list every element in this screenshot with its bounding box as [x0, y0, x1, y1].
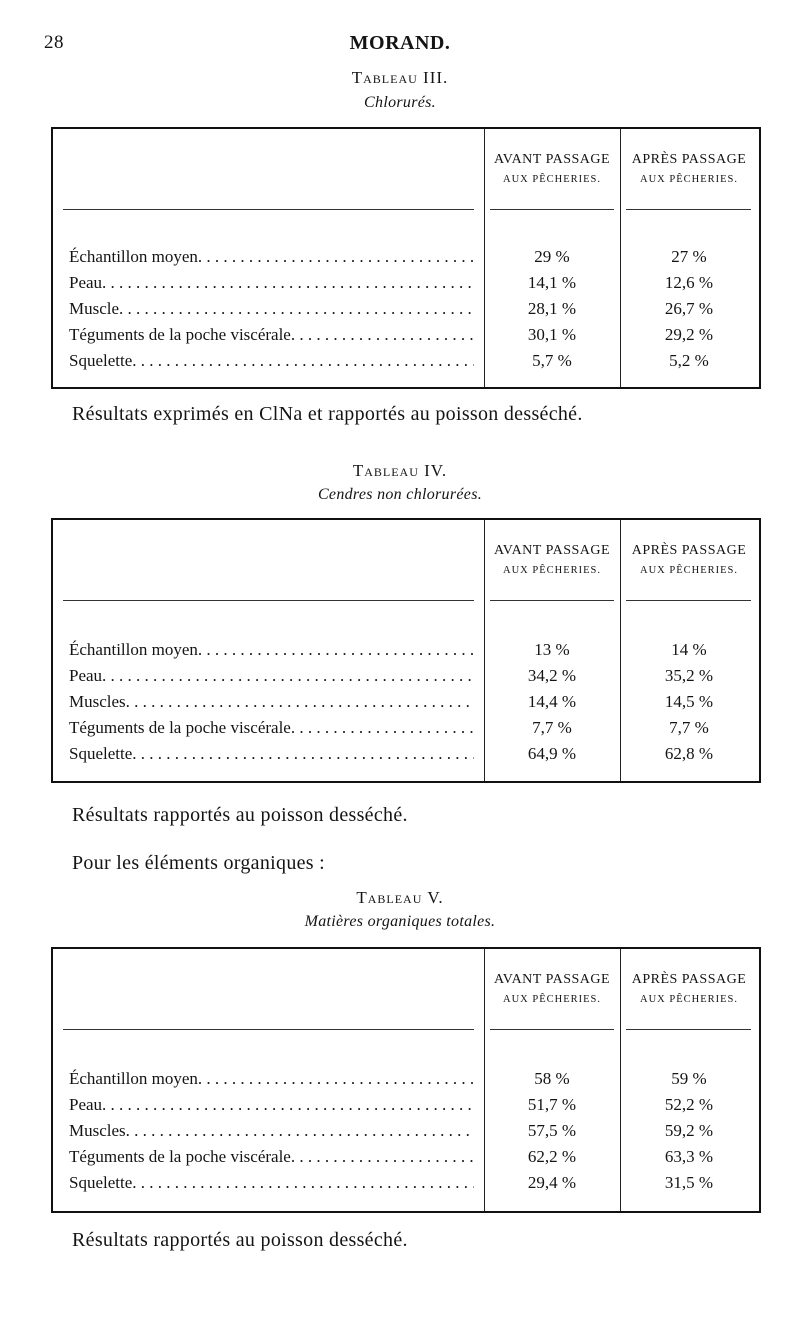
- value-apres: 35,2 %: [664, 666, 714, 685]
- column-header-avant: [484, 542, 620, 578]
- table-4-title: Tableau IV.: [352, 461, 448, 480]
- table-row: [53, 744, 759, 770]
- row-label: Peau . . .: [69, 666, 474, 686]
- row-label: Squelette . . .: [69, 1173, 474, 1193]
- value-apres: 5,2 %: [669, 351, 709, 370]
- row-label: Muscles . . .: [69, 692, 474, 712]
- table-5-subtitle: Matières organiques totales.: [304, 913, 496, 930]
- table-4-note: Résultats rapportés au poisson desséché.: [72, 804, 408, 826]
- value-avant: 14,1 %: [527, 273, 577, 292]
- row-label: Téguments de la poche viscérale . . .: [69, 325, 474, 345]
- value-avant: 5,7 %: [532, 351, 572, 370]
- value-apres: 12,6 %: [664, 273, 714, 292]
- column-header-line: AVANT PASSAGE: [493, 543, 611, 558]
- table-5: [51, 947, 761, 1213]
- table-row: [53, 718, 759, 744]
- row-label: Muscles . . .: [69, 1121, 474, 1141]
- value-avant: 58 %: [534, 1069, 570, 1088]
- value-avant: 28,1 %: [527, 299, 577, 318]
- value-avant: 51,7 %: [527, 1095, 577, 1114]
- value-avant: 30,1 %: [527, 325, 577, 344]
- table-4-subtitle: Cendres non chlorurées.: [317, 486, 483, 503]
- header-rule: [490, 1029, 614, 1030]
- table-row: [53, 1121, 759, 1147]
- column-header-line: AUX PÊCHERIES.: [502, 564, 601, 576]
- value-apres: 7,7 %: [669, 718, 709, 737]
- column-header-apres: [621, 151, 757, 187]
- table-5-title: Tableau V.: [356, 888, 444, 907]
- table-row: [53, 273, 759, 299]
- row-label: Téguments de la poche viscérale . . .: [69, 1147, 474, 1167]
- row-label: Peau . . .: [69, 273, 474, 293]
- value-apres: 14,5 %: [664, 692, 714, 711]
- value-apres: 26,7 %: [664, 299, 714, 318]
- column-header-line: AUX PÊCHERIES.: [639, 564, 738, 576]
- table-row: [53, 247, 759, 273]
- table-row: [53, 666, 759, 692]
- value-apres: 63,3 %: [664, 1147, 714, 1166]
- table-3-subtitle: Chlorurés.: [364, 94, 436, 111]
- column-header-line: APRÈS PASSAGE: [631, 152, 747, 167]
- row-label: Échantillon moyen . . .: [69, 1069, 474, 1089]
- column-header-line: APRÈS PASSAGE: [631, 543, 747, 558]
- value-apres: 62,8 %: [664, 744, 714, 763]
- table-3-note: Résultats exprimés en ClNa et rapportés au poisson desséché.: [72, 403, 583, 425]
- value-apres: 31,5 %: [664, 1173, 714, 1192]
- running-head: MORAND.: [349, 32, 451, 54]
- value-avant: 13 %: [534, 640, 570, 659]
- value-avant: 62,2 %: [527, 1147, 577, 1166]
- column-header-line: AVANT PASSAGE: [493, 152, 611, 167]
- column-header-line: AUX PÊCHERIES.: [639, 993, 738, 1005]
- header-rule: [63, 209, 474, 210]
- header-rule: [626, 209, 751, 210]
- table-row: [53, 351, 759, 377]
- value-apres: 27 %: [671, 247, 707, 266]
- table-row: [53, 1069, 759, 1095]
- value-avant: 64,9 %: [527, 744, 577, 763]
- table-row: [53, 1095, 759, 1121]
- column-header-line: AUX PÊCHERIES.: [639, 173, 738, 185]
- value-apres: 59 %: [671, 1069, 707, 1088]
- header-rule: [63, 600, 474, 601]
- table-row: [53, 325, 759, 351]
- table-row: [53, 692, 759, 718]
- row-label: Peau . . .: [69, 1095, 474, 1115]
- table-4: [51, 518, 761, 783]
- value-avant: 7,7 %: [532, 718, 572, 737]
- table-row: [53, 299, 759, 325]
- value-avant: 57,5 %: [527, 1121, 577, 1140]
- row-label: Squelette . . .: [69, 351, 474, 371]
- table-3: [51, 127, 761, 389]
- column-header-line: AUX PÊCHERIES.: [502, 993, 601, 1005]
- table-3-title: Tableau III.: [351, 68, 449, 87]
- value-avant: 29 %: [534, 247, 570, 266]
- row-label: Muscle . . .: [69, 299, 474, 319]
- table-row: [53, 1173, 759, 1199]
- header-rule: [63, 1029, 474, 1030]
- row-label: Téguments de la poche viscérale . . .: [69, 718, 474, 738]
- row-label: Échantillon moyen . . .: [69, 247, 474, 267]
- value-avant: 14,4 %: [527, 692, 577, 711]
- value-apres: 29,2 %: [664, 325, 714, 344]
- value-avant: 29,4 %: [527, 1173, 577, 1192]
- value-apres: 52,2 %: [664, 1095, 714, 1114]
- column-header-line: AVANT PASSAGE: [493, 972, 611, 987]
- column-header-apres: [621, 971, 757, 1007]
- table-row: [53, 640, 759, 666]
- column-header-avant: [484, 971, 620, 1007]
- table-5-note: Résultats rapportés au poisson desséché.: [72, 1229, 408, 1251]
- value-apres: 59,2 %: [664, 1121, 714, 1140]
- column-header-avant: [484, 151, 620, 187]
- intro-organic: Pour les éléments organiques :: [72, 852, 326, 874]
- column-header-apres: [621, 542, 757, 578]
- table-row: [53, 1147, 759, 1173]
- header-rule: [490, 600, 614, 601]
- row-label: Échantillon moyen . . .: [69, 640, 474, 660]
- page-number: 28: [44, 32, 64, 53]
- column-header-line: APRÈS PASSAGE: [631, 972, 747, 987]
- column-header-line: AUX PÊCHERIES.: [502, 173, 601, 185]
- header-rule: [626, 1029, 751, 1030]
- header-rule: [626, 600, 751, 601]
- header-rule: [490, 209, 614, 210]
- value-apres: 14 %: [671, 640, 707, 659]
- value-avant: 34,2 %: [527, 666, 577, 685]
- row-label: Squelette . . .: [69, 744, 474, 764]
